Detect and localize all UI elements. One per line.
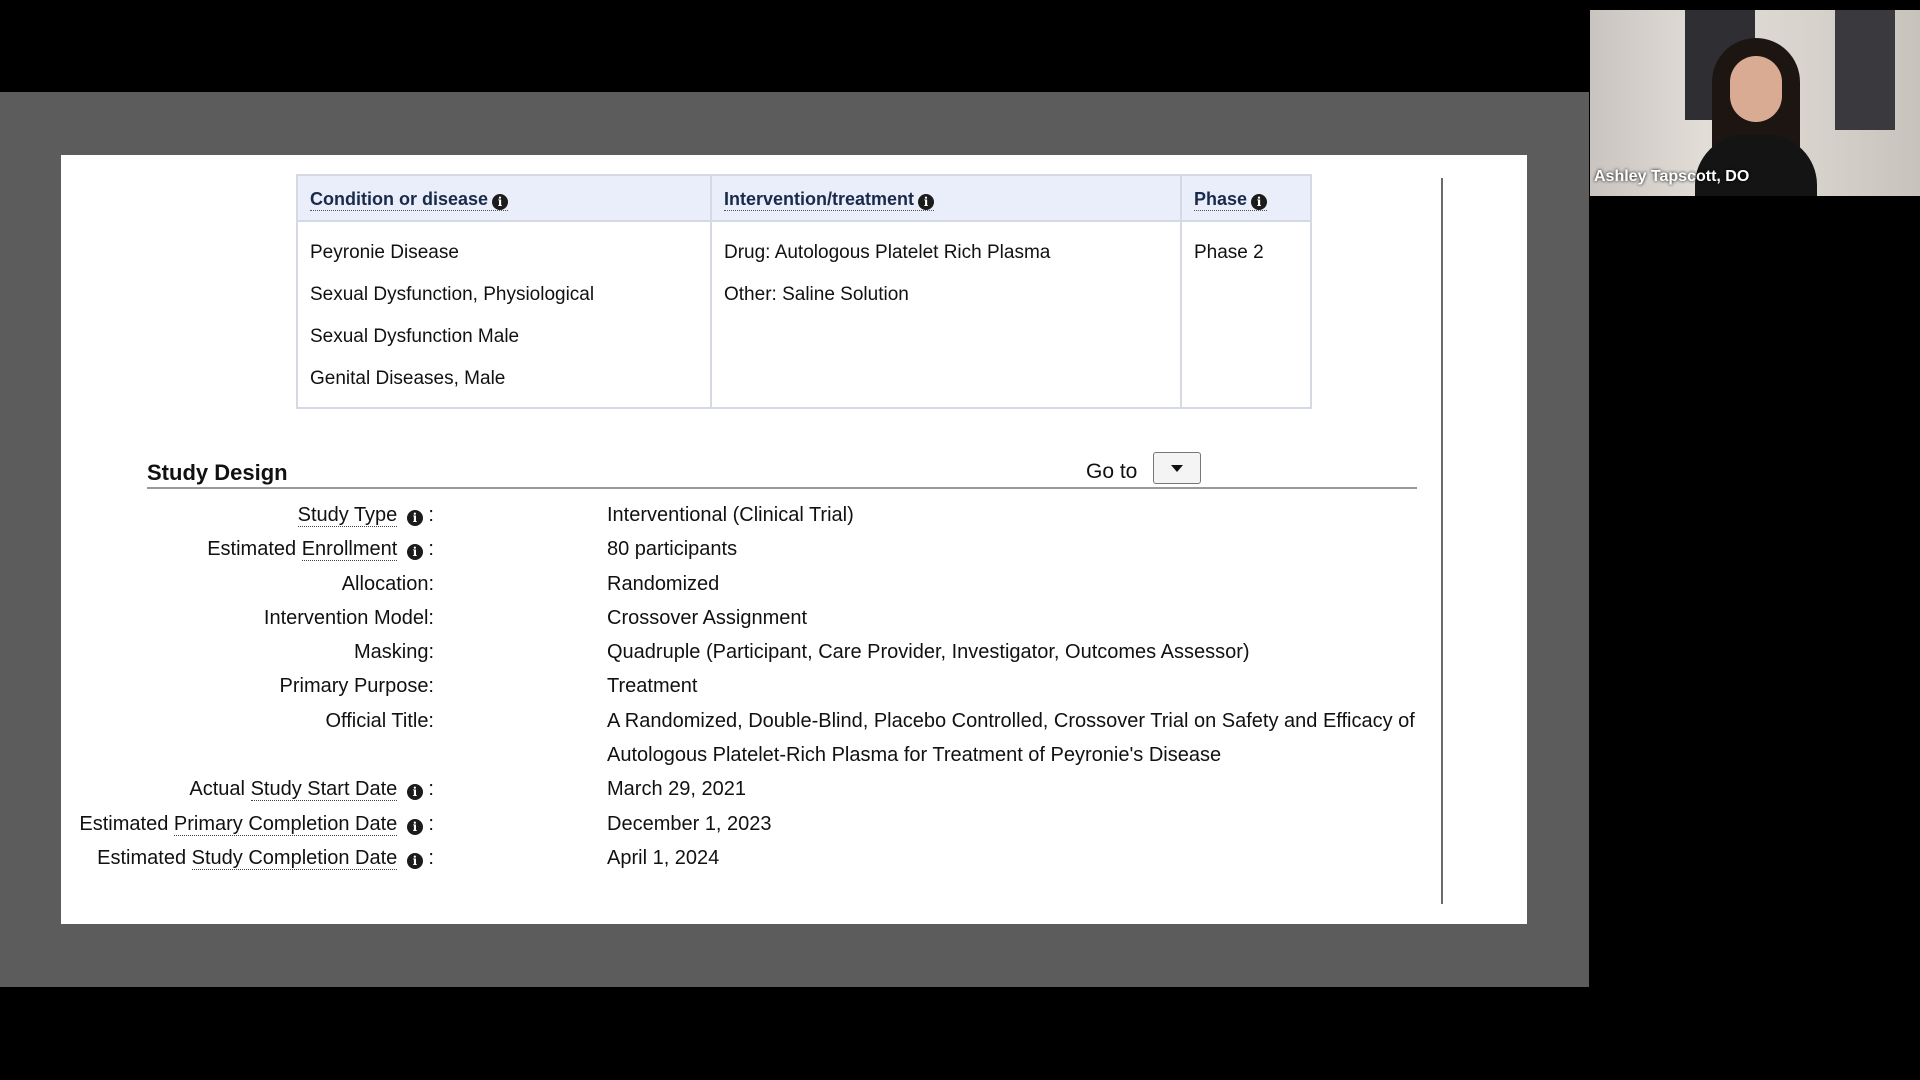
header-intervention-label: Intervention/treatment [724,189,915,209]
column-divider [1180,176,1182,407]
phase-item: Phase 2 [1194,242,1264,263]
shared-screen [0,92,1589,987]
slide-page [61,155,1527,924]
study-completion-date-link[interactable]: Study Completion Date [191,846,398,869]
participant-face [1730,56,1782,122]
participant-name: Ashley Tapscott, DO [1594,168,1750,185]
section-divider [147,487,1417,489]
info-icon[interactable]: i [407,544,423,560]
row-value: April 1, 2024 [607,846,720,869]
row-label: Study Type i : [297,504,434,526]
study-design-row [121,567,1461,601]
info-icon[interactable]: i [407,784,423,800]
column-divider [710,176,712,407]
condition-item: Peyronie Disease [310,242,459,263]
header-phase-label: Phase [1194,189,1248,209]
row-label: Estimated Primary Completion Date i : [79,812,434,835]
study-design-list [79,498,1461,875]
goto-label: Go to [1086,460,1138,483]
study-design-row [121,669,1461,703]
row-label: Allocation: [341,572,434,595]
interventions-list [724,242,1050,326]
info-icon[interactable]: i [492,194,508,210]
caret-down-icon [1171,465,1183,472]
row-value: Treatment [607,675,698,698]
study-start-date-link[interactable]: Study Start Date [250,778,398,801]
row-label: Actual Study Start Date i : [189,778,434,801]
condition-item: Sexual Dysfunction, Physiological [310,284,595,305]
header-intervention[interactable] [724,189,934,211]
study-design-row [121,635,1461,669]
study-design-row [79,807,1461,841]
row-value: A Randomized, Double-Blind, Placebo Controlled, Crossover Trial on Safety and Efficacy of Autologous Platelet-Rich Plasma for Treatment of Peyronie's Disease [607,709,1415,767]
row-value: Quadruple (Participant, Care Provider, Investigator, Outcomes Assessor) [607,641,1250,664]
condition-item: Genital Diseases, Male [310,368,506,389]
row-value: Randomized [607,572,720,595]
row-value: 80 participants [607,538,738,561]
header-phase[interactable] [1194,189,1267,211]
section-title: Study Design [147,460,288,485]
study-design-row [121,601,1461,635]
row-prefix: Estimated [79,812,169,835]
row-label: Intervention Model: [263,606,434,629]
row-prefix: Estimated [207,538,297,561]
study-type-link[interactable]: Study Type [297,504,398,526]
row-label: Primary Purpose: [279,675,434,698]
row-label: Estimated Enrollment i : [207,538,434,561]
info-icon[interactable]: i [407,853,423,869]
study-design-row [121,772,1461,806]
background-artwork [1835,10,1895,130]
study-design-row [97,841,1461,875]
row-value: March 29, 2021 [607,778,746,801]
info-icon[interactable]: i [918,194,934,210]
enrollment-link[interactable]: Enrollment [301,538,398,561]
row-prefix: Actual [189,778,245,801]
header-condition[interactable] [310,189,508,211]
header-condition-label: Condition or disease [310,189,489,209]
phase-list [1194,242,1264,284]
info-icon[interactable]: i [1251,194,1267,210]
intervention-item: Other: Saline Solution [724,284,909,305]
row-value: December 1, 2023 [607,812,772,835]
conditions-table [296,174,1312,409]
study-design-row [121,704,1461,773]
row-prefix: Estimated [97,846,187,869]
row-label: Official Title: [325,709,434,732]
row-value: Crossover Assignment [607,606,808,629]
row-label: Estimated Study Completion Date i : [97,846,434,869]
goto-dropdown-button[interactable] [1153,452,1201,484]
intervention-item: Drug: Autologous Platelet Rich Plasma [724,242,1051,263]
primary-completion-date-link[interactable]: Primary Completion Date [173,812,398,835]
row-label: Masking: [353,641,434,664]
condition-item: Sexual Dysfunction Male [310,326,520,347]
conditions-list [310,242,594,410]
webcam-tile[interactable] [1590,10,1920,196]
study-design-row [121,498,1461,532]
row-value: Interventional (Clinical Trial) [607,504,854,526]
study-design-row [121,532,1461,566]
info-icon[interactable]: i [407,819,423,835]
info-icon[interactable]: i [407,510,423,526]
